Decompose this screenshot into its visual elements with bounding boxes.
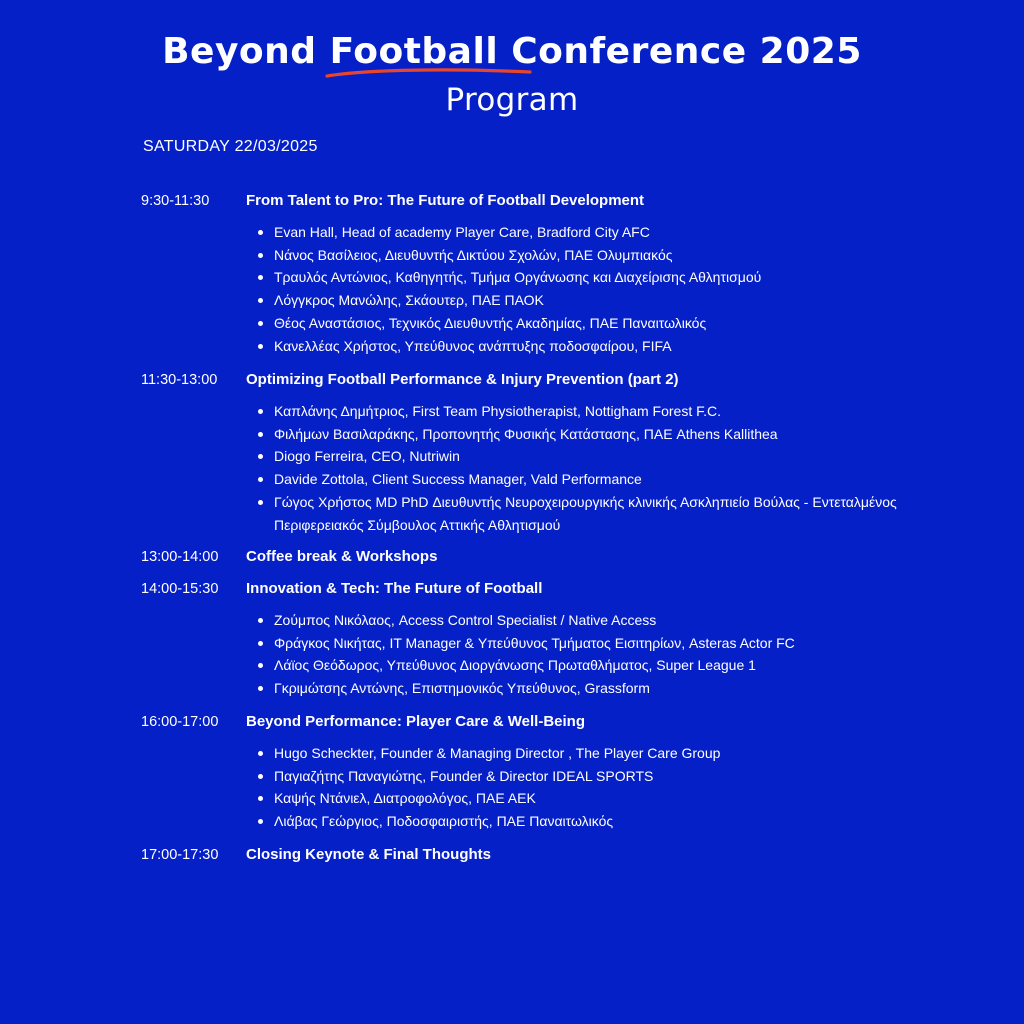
speaker-text: Κανελλέας Χρήστος, Υπεύθυνος ανάπτυξης ποδοσφαίρου, FIFA xyxy=(274,337,672,354)
speaker-item xyxy=(274,221,941,244)
speaker-list xyxy=(141,742,941,833)
session-talent-to-pro xyxy=(141,190,941,357)
bullet-icon xyxy=(258,432,263,437)
speaker-item xyxy=(274,423,941,446)
speaker-text: Θέος Αναστάσιος, Τεχνικός Διευθυντής Ακαδημίας, ΠΑΕ Παναιτωλικός xyxy=(274,314,707,331)
session-closing-keynote xyxy=(141,844,941,866)
session-time: 17:00-17:30 xyxy=(141,847,219,863)
brush-underline-icon xyxy=(324,66,534,80)
speaker-text: Hugo Scheckter, Founder & Managing Director , The Player Care Group xyxy=(274,745,721,761)
speaker-item xyxy=(274,677,941,700)
bullet-icon xyxy=(258,796,263,801)
speaker-text: Evan Hall, Head of academy Player Care, Bradford City AFC xyxy=(274,224,650,240)
speaker-text: Καψής Ντάνιελ, Διατροφολόγος, ΠΑΕ ΑΕΚ xyxy=(274,790,536,807)
speaker-text: Καπλάνης Δημήτριος, First Team Physiotherapist, Nottigham Forest F.C. xyxy=(274,403,721,419)
session-title: Innovation & Tech: The Future of Football xyxy=(246,580,543,597)
bullet-icon xyxy=(258,454,263,459)
session-title: Beyond Performance: Player Care & Well-Being xyxy=(246,713,585,730)
session-time: 9:30-11:30 xyxy=(141,193,210,209)
session-performance-injury xyxy=(141,369,941,536)
conference-title xyxy=(162,30,862,74)
title-word-beyond: Beyond xyxy=(162,31,317,72)
session-time: 14:00-15:30 xyxy=(141,581,219,597)
speaker-text: Λόγγκρος Μανώλης, Σκάουτερ, ΠΑΕ ΠΑΟΚ xyxy=(274,292,544,309)
speaker-text: Τραυλός Αντώνιος, Καθηγητής, Τμήμα Οργάνωσης και Διαχείρισης Αθλητισμού xyxy=(274,269,762,286)
session-time: 11:30-13:00 xyxy=(141,372,218,388)
speaker-item xyxy=(274,312,941,335)
session-beyond-performance xyxy=(141,711,941,833)
speaker-text: Νάνος Βασίλειος, Διευθυντής Δικτύου Σχολών, ΠΑΕ Ολυμπιακός xyxy=(274,246,673,263)
session-coffee-break xyxy=(141,546,941,568)
header xyxy=(0,30,1024,120)
bullet-icon xyxy=(258,663,263,668)
speaker-item xyxy=(274,632,941,655)
speaker-item xyxy=(274,765,941,788)
speaker-list xyxy=(141,400,941,536)
session-title: From Talent to Pro: The Future of Football Development xyxy=(246,192,645,209)
speaker-text: Φράγκος Νικήτας, IT Manager & Υπεύθυνος Τμήματος Εισιτηρίων, Asteras Actor FC xyxy=(274,634,795,651)
speaker-text: Φιλήμων Βασιλαράκης, Προπονητής Φυσικής Κατάστασης, ΠΑΕ Athens Kallithea xyxy=(274,425,778,442)
speaker-item xyxy=(274,468,941,491)
speaker-item xyxy=(274,787,941,810)
program-subtitle: Program xyxy=(445,82,579,118)
bullet-icon xyxy=(258,298,263,303)
bullet-icon xyxy=(258,774,263,779)
event-date: SATURDAY 22/03/2025 xyxy=(143,138,318,155)
speaker-item xyxy=(274,445,941,468)
speaker-text: Γώγος Χρήστος MD PhD Διευθυντής Νευροχειρουργικής κλινικής Ασκληπιείο Βούλας - Εντεταλμένος Περιφερειακός Σύμβουλος Αττικής Αθλητισμού xyxy=(274,493,897,533)
speaker-item xyxy=(274,742,941,765)
speaker-item xyxy=(274,491,941,536)
speaker-text: Ζούμπος Νικόλαος, Access Control Specialist / Native Access xyxy=(274,612,657,628)
speaker-text: Diogo Ferreira, CEO, Nutriwin xyxy=(274,448,460,465)
speaker-text: Λάϊος Θεόδωρος, Υπεύθυνος Διοργάνωσης Πρωταθλήματος, Super League 1 xyxy=(274,657,756,674)
session-title: Optimizing Football Performance & Injury Prevention (part 2) xyxy=(246,371,679,388)
speaker-item xyxy=(274,335,941,358)
session-time: 13:00-14:00 xyxy=(141,549,219,565)
speaker-list xyxy=(141,221,941,357)
bullet-icon xyxy=(258,275,263,280)
title-rest: Conference 2025 xyxy=(511,31,862,72)
bullet-icon xyxy=(258,751,263,756)
speaker-text: Davide Zottola, Client Success Manager, Vald Performance xyxy=(274,471,642,488)
speaker-item xyxy=(274,289,941,312)
bullet-icon xyxy=(258,686,263,691)
speaker-text: Γκριμώτσης Αντώνης, Επιστημονικός Υπεύθυνος, Grassform xyxy=(274,680,650,697)
speaker-text: Λιάβας Γεώργιος, Ποδοσφαιριστής, ΠΑΕ Παναιτωλικός xyxy=(274,813,614,830)
title-word-football-text: Football xyxy=(329,31,499,72)
bullet-icon xyxy=(258,819,263,824)
bullet-icon xyxy=(258,230,263,235)
speaker-item xyxy=(274,609,941,632)
speaker-item xyxy=(274,400,941,423)
session-title: Closing Keynote & Final Thoughts xyxy=(246,846,491,863)
bullet-icon xyxy=(258,321,263,326)
speaker-item xyxy=(274,266,941,289)
bullet-icon xyxy=(258,618,263,623)
session-time: 16:00-17:00 xyxy=(141,714,219,730)
speaker-item xyxy=(274,244,941,267)
bullet-icon xyxy=(258,641,263,646)
bullet-icon xyxy=(258,253,263,258)
title-word-football xyxy=(330,30,499,74)
session-innovation-tech xyxy=(141,578,941,700)
speaker-item xyxy=(274,810,941,833)
speaker-text: Παγιαζήτης Παναγιώτης, Founder & Director IDEAL SPORTS xyxy=(274,767,654,784)
bullet-icon xyxy=(258,500,263,505)
speaker-list xyxy=(141,609,941,700)
session-title: Coffee break & Workshops xyxy=(246,548,438,565)
speaker-item xyxy=(274,654,941,677)
bullet-icon xyxy=(258,477,263,482)
bullet-icon xyxy=(258,409,263,414)
bullet-icon xyxy=(258,344,263,349)
